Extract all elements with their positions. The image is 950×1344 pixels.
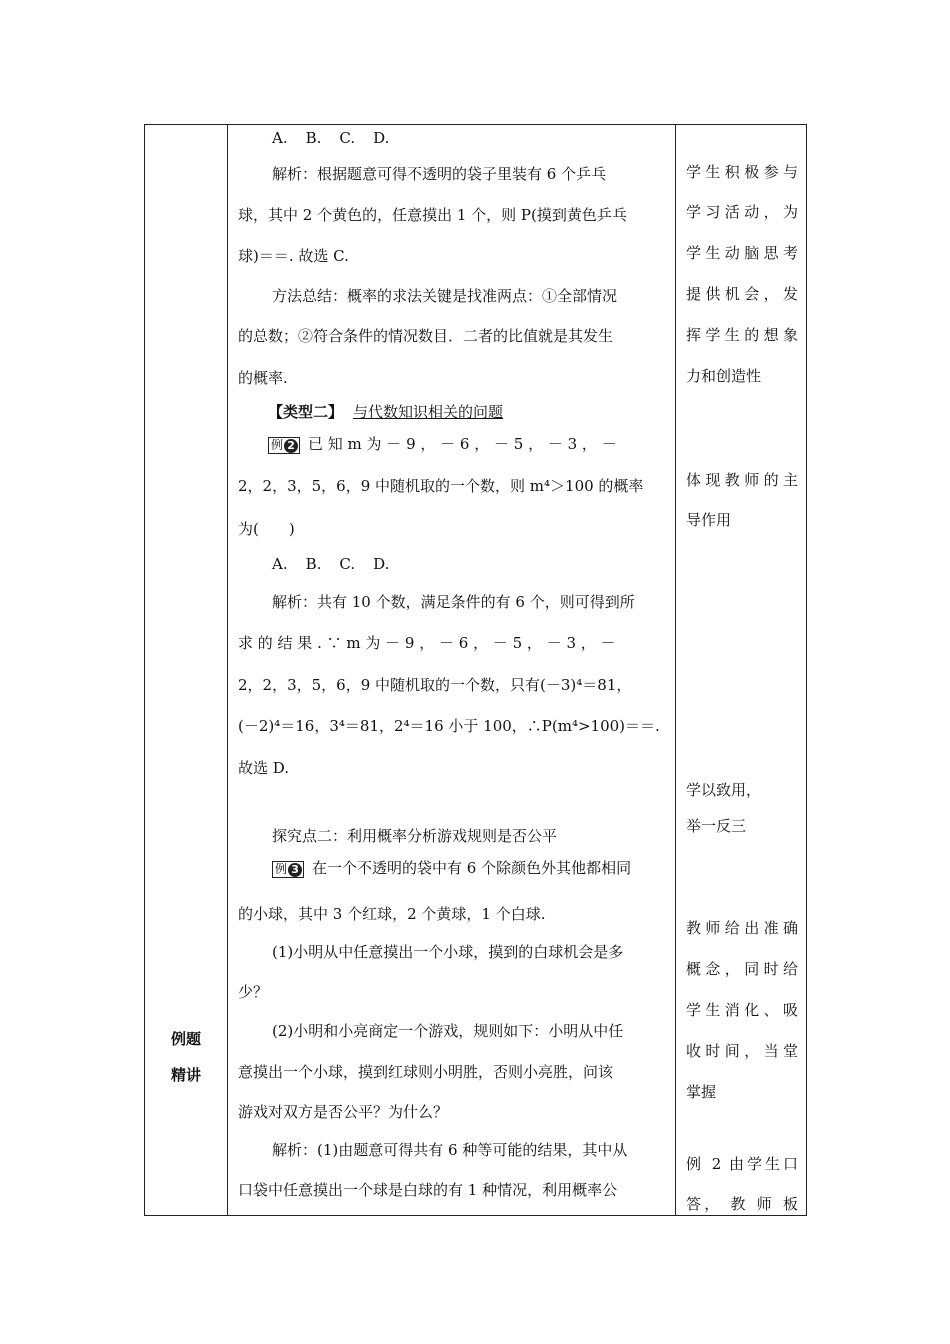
analysis-line: (－2)⁴＝16，3⁴＝81，2⁴＝16 小于 100，∴P(m⁴>100)＝＝. <box>238 717 660 735</box>
options-row: A. B. C. D. <box>272 555 390 573</box>
note-line: 力和创造性 <box>686 367 762 385</box>
note-line: 例 2 由学生口 <box>686 1155 798 1173</box>
note-line: 学习活动，为 <box>686 203 798 221</box>
analysis-line: 解析：(1)由题意可得共有 6 种等可能的结果，其中从 <box>272 1141 628 1159</box>
analysis-line: 故选 D. <box>238 759 290 777</box>
type-heading: 【类型二】 与代数知识相关的问题 <box>268 403 504 421</box>
analysis-line: 2，2，3，5，6，9 中随机取的一个数，只有(－3)⁴＝81， <box>238 676 632 694</box>
example-3: 例 3 在一个不透明的袋中有 6 个除颜色外其他都相同 <box>228 857 674 878</box>
note-line: 学生积极参与 <box>686 163 798 181</box>
note-line: 收时间，当堂 <box>686 1042 798 1060</box>
example-line: 为( ) <box>238 520 295 538</box>
question-line: 意摸出一个小球，摸到红球则小明胜，否则小亮胜，问该 <box>238 1063 614 1081</box>
example-2: 例 2 已 知 m 为 － 9 ， － 6 ， － 5 ， － 3 ， － <box>228 433 674 454</box>
question-line: (1)小明从中任意摸出一个小球，摸到的白球机会是多 <box>272 943 624 961</box>
note-line: 挥学生的想象 <box>686 326 798 344</box>
options-row: A. B. C. D. <box>272 129 390 147</box>
note-line: 学生动脑思考 <box>686 244 798 262</box>
example-line: 的小球，其中 3 个红球，2 个黄球，1 个白球. <box>238 905 546 923</box>
question-line: 游戏对双方是否公平？为什么？ <box>238 1103 449 1121</box>
note-line: 导作用 <box>686 511 732 529</box>
note-line: 体现教师的主 <box>686 471 798 489</box>
question-line: 少？ <box>238 983 269 1001</box>
content-column <box>228 125 674 1215</box>
example-badge: 例 2 <box>268 437 300 454</box>
analysis-line: 解析：根据题意可得不透明的袋子里装有 6 个乒乓 <box>272 165 607 183</box>
summary-line: 的概率. <box>238 369 288 387</box>
analysis-line: 球)＝＝. 故选 C. <box>238 247 349 265</box>
note-line: 学以致用， <box>686 781 762 799</box>
section-label: 例题 精讲 <box>170 1030 201 1084</box>
note-line: 提供机会，发 <box>686 285 798 303</box>
note-line: 答， 教 师 板 <box>686 1195 798 1213</box>
analysis-line: 球，其中 2 个黄色的，任意摸出 1 个，则 P(摸到黄色乒乓 <box>238 206 627 224</box>
summary-line: 的总数；②符合条件的情况数目．二者的比值就是其发生 <box>238 327 614 345</box>
explore-heading: 探究点二：利用概率分析游戏规则是否公平 <box>272 827 558 845</box>
analysis-line: 口袋中任意摸出一个球是白球的有 1 种情况，利用概率公 <box>238 1181 618 1199</box>
note-line: 学生消化、吸 <box>686 1001 798 1019</box>
example-badge: 例 3 <box>272 861 304 878</box>
notes-column <box>676 125 806 1215</box>
note-line: 概念，同时给 <box>686 960 798 978</box>
note-line: 掌握 <box>686 1083 717 1101</box>
note-line: 举一反三 <box>686 817 747 835</box>
example-line: 2，2，3，5，6，9 中随机取的一个数，则 m⁴＞100 的概率 <box>238 477 644 495</box>
analysis-line: 求 的 结 果 . ∵ m 为 － 9 ， － 6 ， － 5 ， － 3 ， － <box>238 634 616 652</box>
summary-line: 方法总结：概率的求法关键是找准两点：①全部情况 <box>272 287 618 305</box>
lesson-table <box>144 124 807 1216</box>
question-line: (2)小明和小亮商定一个游戏，规则如下：小明从中任 <box>272 1022 624 1040</box>
note-line: 教师给出准确 <box>686 919 798 937</box>
analysis-line: 解析：共有 10 个数，满足条件的有 6 个，则可得到所 <box>272 593 635 611</box>
